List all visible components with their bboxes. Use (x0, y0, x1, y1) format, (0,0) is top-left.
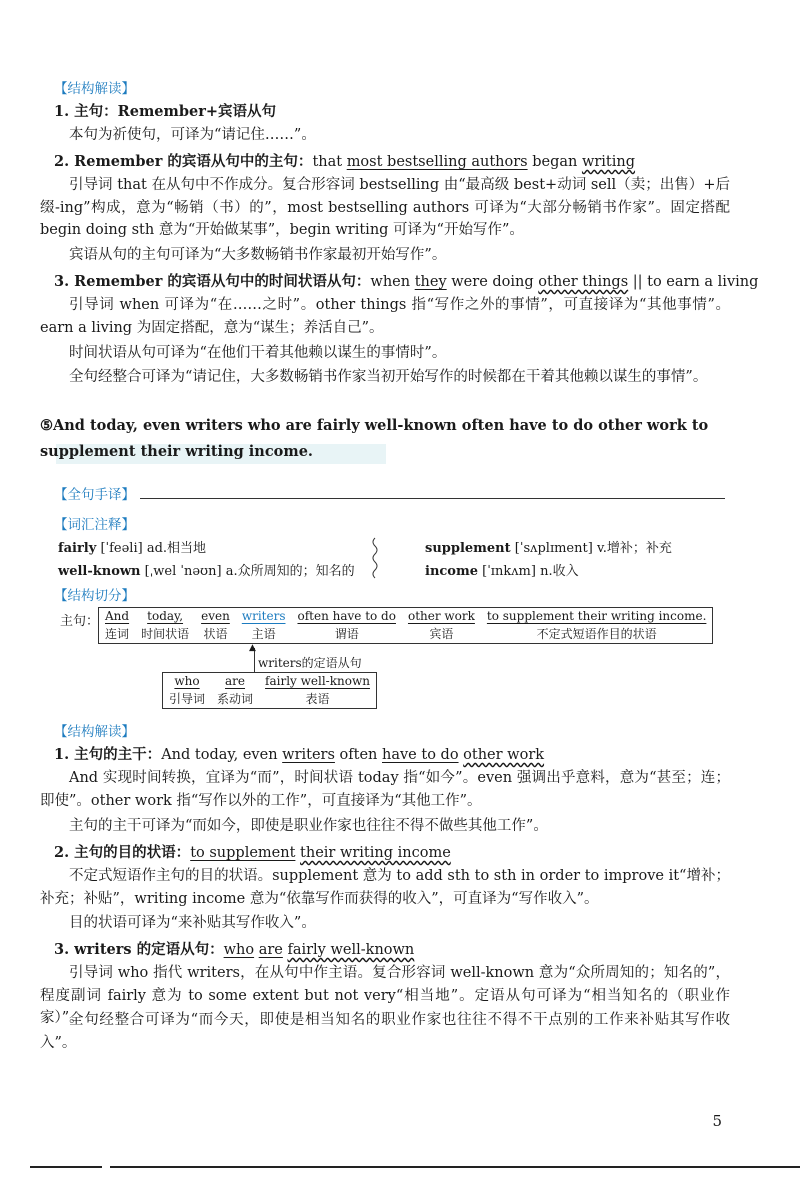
s5-heading-3-label: 3. writers 的定语从句： (54, 941, 224, 958)
word-cell: who (174, 674, 200, 688)
vocab-word: well-known (58, 564, 141, 579)
word-cell: writers (241, 609, 286, 623)
s5-para-6: 全句经整合可译为“而今天，即使是相当知名的职业作家也往往不得不干点别的工作来补贴其写作收入”。 (40, 1012, 730, 1051)
vocab-word: fairly (58, 541, 97, 556)
h1-part: often (334, 747, 382, 763)
s5-heading-2-label: 2. 主句的目的状语： (54, 844, 191, 861)
s5-heading-1-label: 1. 主句的主干： (54, 746, 162, 763)
arrow-up-icon: ▲ (249, 643, 256, 653)
sub-words-row (163, 673, 376, 689)
h1-part: And today, even (161, 747, 283, 763)
word-cell: to supplement their writing income. (486, 609, 707, 623)
vocab-supplement (425, 537, 672, 556)
h2-part: that (312, 154, 347, 170)
tag-split: 【结构切分】 (54, 588, 135, 604)
role-cell: 时间状语 (141, 627, 190, 641)
para-4: 引导词 when 可译为“在……之时”。other things 指“写作之外的事情”，可直接译为“其他事情”。earn a living 为固定搭配，意为“谋生；养活自己”。 (40, 297, 730, 336)
word-cell: even (201, 609, 230, 623)
wavy-divider-icon (368, 536, 382, 580)
h2-part: began (527, 154, 582, 170)
para-1: 本句为祈使句，可译为“请记住……”。 (69, 127, 316, 143)
s5-para-3: 不定式短语作主句的目的状语。supplement 意为 to add sth to sth in order to improve it“增补；补充；补贴”，writing income 意为“依靠写作而获得的收入”，可直译为“写作收入”。 (40, 868, 730, 907)
vocab-def: v.增补；补充 (596, 541, 672, 556)
tag-vocab: 【词汇注释】 (54, 517, 135, 533)
tag-structure-4: 【结构解读】 (54, 81, 135, 97)
word-cell: And (105, 609, 130, 623)
role-cell: 宾语 (429, 627, 454, 641)
main-clause-box (98, 607, 713, 644)
vocab-income (425, 560, 579, 579)
word-cell: fairly well-known (265, 674, 370, 688)
word-cell: often have to do (297, 609, 396, 623)
h3-part: || to earn a living (628, 274, 759, 290)
role-cell: 连词 (105, 627, 130, 641)
s5-para-5: 引导词 who 指代 writers，在从句中作主语。复合形容词 well-known 意为“众所周知的；知名的”，程度副词 fairly 意为 to some extent but not very“相当地”。定语从句可译为“相当知名的（职业作家）”。 (40, 965, 730, 1026)
s5-heading-2 (54, 841, 451, 862)
main-clause-table (99, 608, 712, 643)
attr-clause-label: writers的定语从句 (258, 656, 362, 670)
h1-object: other work (463, 747, 545, 763)
role-cell: 主语 (251, 627, 276, 641)
sentence-5: ⑤And today, even writers who are fairly well-known often have to do other work to supplement their writing income. (40, 417, 709, 460)
sub-clause-box (162, 672, 377, 709)
word-cell: are (225, 674, 246, 688)
sub-clause-table (163, 673, 376, 708)
h3-subject: who (223, 942, 255, 958)
heading-2-label: 2. Remember 的宾语从句中的主句： (54, 153, 313, 170)
s5-para-2: 主句的主干可译为“而如今，即使是职业作家也往往不得不做些其他工作”。 (69, 818, 548, 834)
vocab-phon: [ˈɪnkʌm] (482, 564, 536, 579)
vocab-def: ad.相当地 (146, 541, 207, 556)
role-cell: 引导词 (169, 692, 206, 706)
s5-heading-3 (54, 938, 414, 959)
vocab-word: income (425, 564, 479, 579)
role-cell: 表语 (305, 692, 330, 706)
h3-part: when (370, 274, 415, 290)
heading-3-label: 3. Remember 的宾语从句中的时间状语从句： (54, 273, 371, 290)
tag-translate: 【全句手译】 (54, 487, 135, 503)
heading-2 (54, 150, 635, 171)
h3-part: were doing (446, 274, 539, 290)
vocab-def: a.众所周知的；知名的 (225, 564, 355, 579)
s5-heading-1 (54, 743, 544, 764)
para-5: 时间状语从句可译为“在他们干着其他赖以谋生的事情时”。 (69, 345, 447, 361)
tag-structure-5: 【结构解读】 (54, 724, 135, 740)
h3-predicative: fairly well-known (287, 942, 415, 958)
h2-adverbial: to supplement (190, 845, 296, 861)
footer-rule-right (110, 1166, 800, 1168)
vocab-phon: [ˈfeəli] (100, 541, 143, 556)
vocab-fairly (58, 537, 206, 556)
sub-roles-row (163, 689, 376, 708)
h3-verb: are (258, 942, 283, 958)
main-words-row (99, 608, 712, 624)
vocab-well-known (58, 560, 355, 579)
main-roles-row (99, 624, 712, 643)
para-3: 宾语从句的主句可译为“大多数畅销书作家最初开始写作”。 (69, 247, 447, 263)
vocab-phon: [ˈsʌplɪment] (514, 541, 593, 556)
role-cell: 不定式短语作目的状语 (536, 627, 657, 641)
heading-1: 1. 主句：Remember+宾语从句 (54, 103, 277, 120)
h1-predicate: have to do (382, 747, 459, 763)
s5-para-4: 目的状语可译为“来补贴其写作收入”。 (69, 915, 316, 931)
vocab-def: n.收入 (540, 564, 579, 579)
para-6: 全句经整合可译为“请记住，大多数畅销书作家当初开始写作的时候都在干着其他赖以谋生的事情”。 (69, 369, 708, 385)
h3-subject: they (414, 274, 447, 290)
role-cell: 系动词 (217, 692, 254, 706)
translation-line (140, 498, 725, 499)
role-cell: 谓语 (334, 627, 359, 641)
h2-object: their writing income (300, 845, 451, 861)
vocab-phon: [ˌwel ˈnəʊn] (144, 564, 222, 579)
main-clause-label: 主句： (60, 614, 100, 629)
word-cell: today, (147, 609, 184, 623)
heading-3 (54, 270, 758, 291)
h3-object: other things (538, 274, 629, 290)
h1-subject: writers (282, 747, 335, 763)
h2-subject: most bestselling authors (346, 154, 528, 170)
s5-para-1: And 实现时间转换，宜译为“而”，时间状语 today 指“如今”。even 强调出乎意料，意为“甚至；连；即使”。other work 指“写作以外的工作”，可直接译为“其他工作”。 (40, 770, 730, 809)
para-2: 引导词 that 在从句中不作成分。复合形容词 bestselling 由“最高级 best+动词 sell（卖；出售）+后缀-ing”构成，意为“畅销（书）的”，most bestselling authors 可译为“大部分畅销书作家”。固定搭配 begin doing sth 意为“开始做某事”，begin writing 可译为“开始写作”。 (40, 177, 730, 238)
page-number: 5 (712, 1112, 722, 1130)
vocab-word: supplement (425, 541, 511, 556)
h2-object: writing (581, 154, 636, 170)
role-cell: 状语 (203, 627, 228, 641)
footer-rule-left (30, 1166, 102, 1168)
word-cell: other work (407, 609, 475, 623)
